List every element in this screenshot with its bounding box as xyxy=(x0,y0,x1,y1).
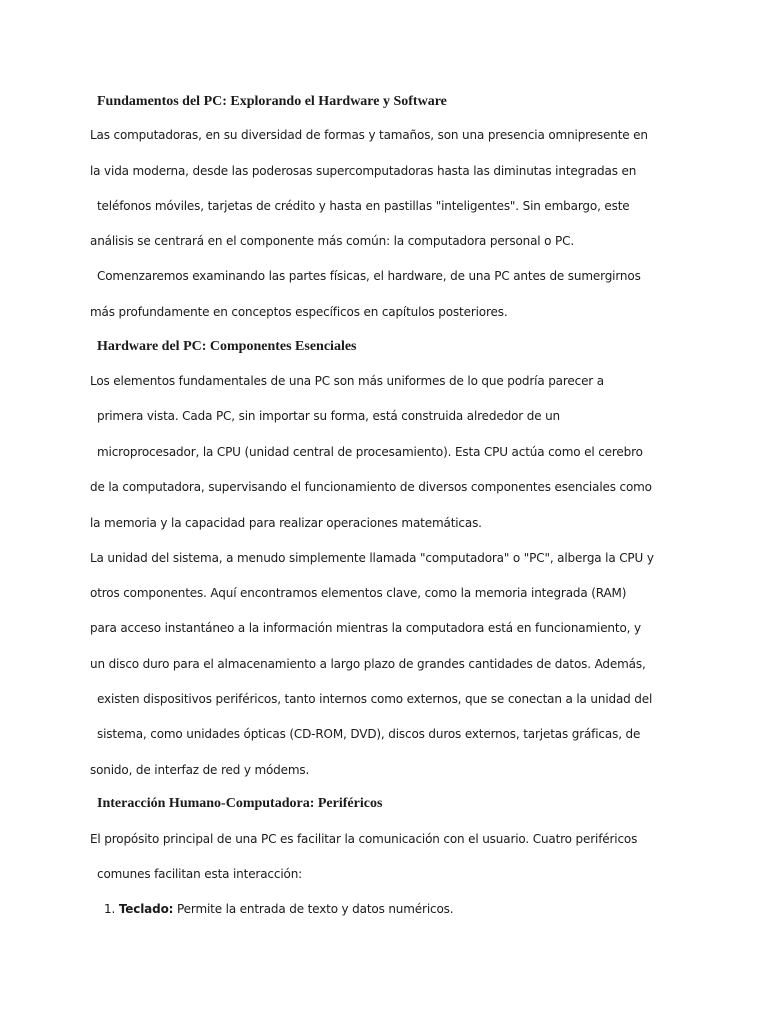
paragraph-line: comunes facilitan esta interacción: xyxy=(97,867,303,881)
paragraph-line: Las computadoras, en su diversidad de formas y tamaños, son una presencia omnipresente en xyxy=(90,128,648,142)
paragraph-line: la memoria y la capacidad para realizar operaciones matemáticas. xyxy=(90,516,482,530)
section-heading-hardware: Hardware del PC: Componentes Esenciales xyxy=(97,339,357,354)
paragraph-line: existen dispositivos periféricos, tanto internos como externos, que se conectan a la unidad del xyxy=(97,692,653,706)
list-item-text: Permite la entrada de texto y datos numéricos. xyxy=(173,902,454,916)
paragraph-line: El propósito principal de una PC es facilitar la comunicación con el usuario. Cuatro periféricos xyxy=(90,832,638,846)
paragraph-line: La unidad del sistema, a menudo simplemente llamada "computadora" o "PC", alberga la CPU y xyxy=(90,551,654,565)
list-item-term: Teclado: xyxy=(118,902,174,916)
paragraph-line: sistema, como unidades ópticas (CD-ROM, DVD), discos duros externos, tarjetas gráficas, de xyxy=(97,727,641,741)
paragraph-line: un disco duro para el almacenamiento a largo plazo de grandes cantidades de datos. Además, xyxy=(90,657,646,671)
paragraph-line: otros componentes. Aquí encontramos elementos clave, como la memoria integrada (RAM) xyxy=(90,586,627,600)
paragraph-line: sonido, de interfaz de red y módems. xyxy=(90,763,310,777)
paragraph-line: teléfonos móviles, tarjetas de crédito y hasta en pastillas "inteligentes". Sin embargo, este xyxy=(97,199,630,213)
section-heading-fundamentos: Fundamentos del PC: Explorando el Hardware y Software xyxy=(97,94,447,109)
paragraph-line: análisis se centrará en el componente más común: la computadora personal o PC. xyxy=(90,234,574,248)
paragraph-line: Los elementos fundamentales de una PC son más uniformes de lo que podría parecer a xyxy=(90,374,604,388)
paragraph-line: para acceso instantáneo a la información mientras la computadora está en funcionamiento, y xyxy=(90,621,641,635)
paragraph-line: de la computadora, supervisando el funcionamiento de diversos componentes esenciales como xyxy=(90,480,652,494)
paragraph-line: microprocesador, la CPU (unidad central de procesamiento). Esta CPU actúa como el cerebro xyxy=(97,445,643,459)
paragraph-line: primera vista. Cada PC, sin importar su forma, está construida alrededor de un xyxy=(97,409,560,423)
paragraph-line: la vida moderna, desde las poderosas supercomputadoras hasta las diminutas integradas en xyxy=(90,164,637,178)
list-item xyxy=(104,901,453,917)
paragraph-line: Comenzaremos examinando las partes físicas, el hardware, de una PC antes de sumergirnos xyxy=(97,269,641,283)
paragraph-line: más profundamente en conceptos específicos en capítulos posteriores. xyxy=(90,305,508,319)
section-heading-perifericos: Interacción Humano-Computadora: Periféricos xyxy=(97,796,383,811)
list-marker: 1. xyxy=(104,902,116,916)
